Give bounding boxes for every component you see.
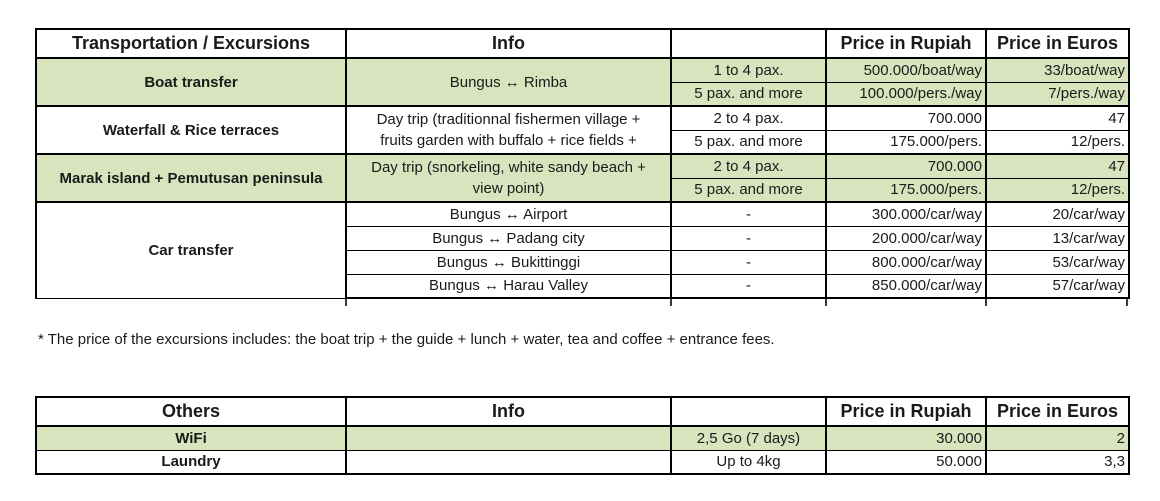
price-rupiah-cell: 175.000/pers. [826, 130, 986, 154]
header-info: Info [346, 397, 671, 426]
info-cell [346, 426, 671, 450]
info-line: Bungus ↔ Rimba [449, 73, 568, 91]
price-euros-cell: 47 [986, 106, 1129, 130]
price-rupiah-cell: 300.000/car/way [826, 202, 986, 226]
price-euros-cell: 12/pers. [986, 130, 1129, 154]
price-rupiah-cell: 50.000 [826, 450, 986, 474]
gridline-stub [825, 299, 827, 306]
header-transportation-excursions: Transportation / Excursions [36, 29, 346, 58]
price-euros-cell: 7/pers./way [986, 82, 1129, 106]
header-price-rupiah: Price in Rupiah [826, 397, 986, 426]
detail-cell: Up to 4kg [671, 450, 826, 474]
table-row [36, 450, 1129, 474]
pax-cell: - [671, 202, 826, 226]
header-empty [671, 29, 826, 58]
table-row [36, 106, 1129, 130]
price-rupiah-cell: 200.000/car/way [826, 226, 986, 250]
pax-cell: 2 to 4 pax. [671, 154, 826, 178]
price-rupiah-cell: 800.000/car/way [826, 250, 986, 274]
pax-cell: - [671, 250, 826, 274]
price-rupiah-cell: 30.000 [826, 426, 986, 450]
others-name-laundry: Laundry [36, 450, 346, 474]
info-cell [346, 450, 671, 474]
pax-cell: - [671, 226, 826, 250]
table-row [36, 202, 1129, 226]
header-empty [671, 397, 826, 426]
footnote: * The price of the excursions includes: the boat trip + the guide + lunch + water, tea and coffee + entrance fees. [38, 331, 775, 348]
price-euros-cell: 3,3 [986, 450, 1129, 474]
group-name-boat-transfer: Boat transfer [36, 58, 346, 106]
price-rupiah-cell: 100.000/pers./way [826, 82, 986, 106]
info-cell: Bungus ↔ Harau Valley [346, 274, 671, 298]
price-rupiah-cell: 175.000/pers. [826, 178, 986, 202]
info-line: fruits garden with buffalo + rice fields + [380, 132, 637, 149]
price-euros-cell: 2 [986, 426, 1129, 450]
info-cell [346, 58, 671, 106]
group-name-marak-island: Marak island + Pemutusan peninsula [36, 154, 346, 202]
info-cell [346, 154, 671, 202]
group-name-car-transfer: Car transfer [36, 202, 346, 298]
price-rupiah-cell: 700.000 [826, 154, 986, 178]
table-row [36, 58, 1129, 82]
price-rupiah-cell: 850.000/car/way [826, 274, 986, 298]
price-euros-cell: 47 [986, 154, 1129, 178]
table-row [36, 426, 1129, 450]
pax-cell: 5 pax. and more [671, 178, 826, 202]
transport-header-row [36, 29, 1129, 58]
header-info: Info [346, 29, 671, 58]
header-others: Others [36, 397, 346, 426]
gridline-stub [985, 299, 987, 306]
info-line: Day trip (traditionnal fishermen village + [376, 111, 641, 128]
pax-cell: - [671, 274, 826, 298]
pax-cell: 5 pax. and more [671, 82, 826, 106]
info-cell: Bungus ↔ Bukittinggi [346, 250, 671, 274]
price-euros-cell: 33/boat/way [986, 58, 1129, 82]
info-line: view point) [472, 180, 545, 197]
price-rupiah-cell: 700.000 [826, 106, 986, 130]
header-price-euros: Price in Euros [986, 29, 1129, 58]
price-euros-cell: 13/car/way [986, 226, 1129, 250]
transport-excursions-table [35, 28, 1130, 299]
others-header-row [36, 397, 1129, 426]
table-row [36, 154, 1129, 178]
header-price-rupiah: Price in Rupiah [826, 29, 986, 58]
others-table [35, 396, 1130, 475]
detail-cell: 2,5 Go (7 days) [671, 426, 826, 450]
group-name-waterfall-rice-terraces: Waterfall & Rice terraces [36, 106, 346, 154]
price-euros-cell: 53/car/way [986, 250, 1129, 274]
pax-cell: 2 to 4 pax. [671, 106, 826, 130]
price-rupiah-cell: 500.000/boat/way [826, 58, 986, 82]
price-euros-cell: 12/pers. [986, 178, 1129, 202]
gridline-stub [1126, 299, 1128, 306]
info-cell: Bungus ↔ Padang city [346, 226, 671, 250]
header-price-euros: Price in Euros [986, 397, 1129, 426]
gridline-stub [670, 299, 672, 306]
info-cell [346, 106, 671, 154]
gridline-stub [345, 299, 347, 306]
price-euros-cell: 57/car/way [986, 274, 1129, 298]
pax-cell: 5 pax. and more [671, 130, 826, 154]
others-name-wifi: WiFi [36, 426, 346, 450]
pax-cell: 1 to 4 pax. [671, 58, 826, 82]
price-euros-cell: 20/car/way [986, 202, 1129, 226]
info-line: Day trip (snorkeling, white sandy beach + [371, 159, 646, 176]
info-cell: Bungus ↔ Airport [346, 202, 671, 226]
